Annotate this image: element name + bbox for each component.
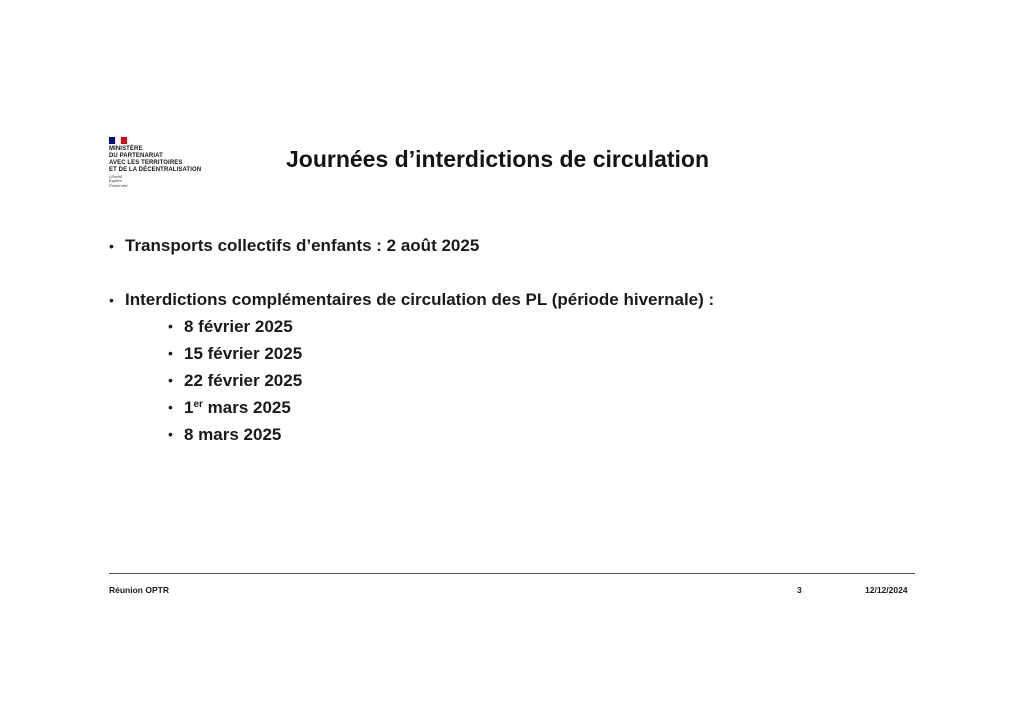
list-item xyxy=(125,340,714,367)
date-item-month: mars 2025 xyxy=(202,398,291,417)
bullet-list xyxy=(109,233,714,448)
list-item xyxy=(125,367,714,394)
logo-line-2: DU PARTENARIAT xyxy=(109,153,163,159)
motto-egalite: Égalité xyxy=(109,179,122,184)
bullet-icon: • xyxy=(109,238,114,254)
bullet-icon: • xyxy=(168,372,173,388)
footer-divider xyxy=(109,573,915,574)
motto-liberte: Liberté xyxy=(109,175,123,179)
item-children-transport: Transports collectifs d’enfants : 2 août 2025 xyxy=(125,236,480,255)
date-sublist xyxy=(125,313,714,448)
bullet-icon: • xyxy=(109,292,114,308)
ministry-logo xyxy=(109,137,239,188)
footer-page-number: 3 xyxy=(797,585,802,595)
republic-motto xyxy=(109,175,239,188)
page-title: Journées d’interdictions de circulation xyxy=(286,146,710,172)
date-item-day: 1 xyxy=(184,398,194,417)
list-item xyxy=(125,421,714,448)
date-item: 22 février 2025 xyxy=(184,371,303,390)
date-item: 8 février 2025 xyxy=(184,317,293,336)
list-item xyxy=(109,287,714,448)
french-flag-icon xyxy=(109,137,127,144)
logo-line-4: ET DE LA DÉCENTRALISATION xyxy=(109,167,202,173)
date-item: 8 mars 2025 xyxy=(184,425,282,444)
flag-red-band xyxy=(121,137,127,144)
list-item xyxy=(125,313,714,340)
date-item: 15 février 2025 xyxy=(184,344,303,363)
logo-line-1: MINISTÈRE xyxy=(109,146,143,152)
bullet-icon: • xyxy=(168,399,173,415)
bullet-icon: • xyxy=(168,345,173,361)
footer-meeting-name: Réunion OPTR xyxy=(109,585,169,595)
date-item-ordinal: er xyxy=(193,399,203,410)
bullet-icon: • xyxy=(168,426,173,442)
bullet-icon: • xyxy=(168,318,173,334)
motto-fraternite: Fraternité xyxy=(109,183,128,188)
footer-date: 12/12/2024 xyxy=(865,585,908,595)
logo-line-3: AVEC LES TERRITOIRES xyxy=(109,160,183,166)
item-winter-hgv-bans: Interdictions complémentaires de circulation des PL (période hivernale) : xyxy=(125,290,715,309)
list-item xyxy=(109,233,714,259)
list-item xyxy=(125,394,714,421)
